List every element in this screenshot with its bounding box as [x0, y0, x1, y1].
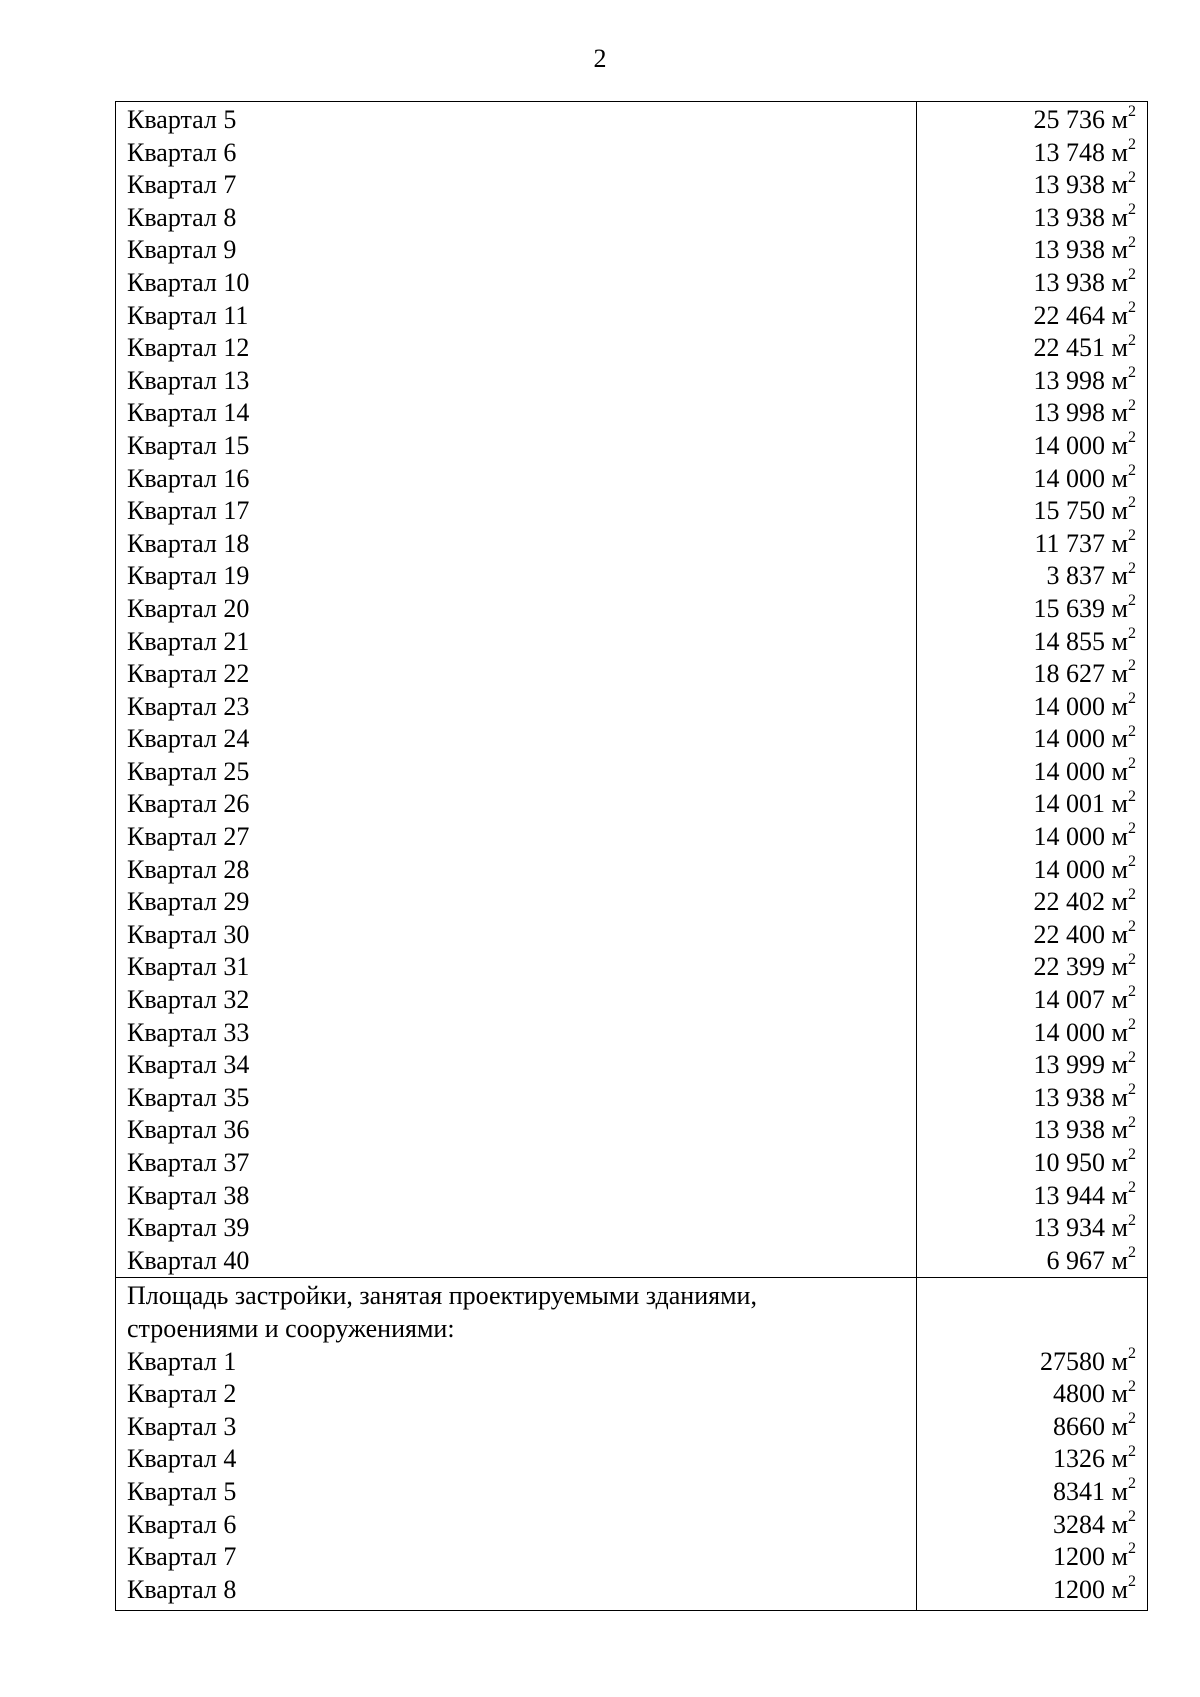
- section2-quarter-name: Квартал 5: [127, 1476, 237, 1506]
- area-unit: $м^2$: [1111, 1081, 1136, 1112]
- section1-area-value: [917, 1212, 1136, 1245]
- area-unit: $м^2$: [1111, 983, 1136, 1015]
- area-number: 13 998: [1033, 398, 1106, 428]
- section1-quarter-name: Квартал 28: [127, 854, 250, 884]
- section1-area-value: [917, 1049, 1136, 1082]
- area-unit: $м^2$: [1111, 657, 1136, 689]
- section1-area-value: [917, 463, 1136, 496]
- section1-area-value: [917, 886, 1136, 919]
- area-number: 22 451: [1033, 333, 1106, 363]
- section1-quarter-name: Квартал 9: [127, 235, 237, 265]
- section1-area-value: [917, 691, 1136, 724]
- area-unit: $м^2$: [1111, 429, 1136, 460]
- area-number: 13 748: [1033, 137, 1106, 167]
- section1-quarter-name: Квартал 23: [127, 691, 250, 721]
- section2-area-value: [917, 1541, 1136, 1574]
- area-unit: $м^2$: [1111, 1540, 1136, 1572]
- area-number: 22 400: [1033, 919, 1106, 949]
- area-unit: $м^2$: [1111, 168, 1136, 200]
- section1-quarter-name: Квартал 21: [127, 626, 250, 656]
- area-unit: $м^2$: [1111, 494, 1136, 526]
- section1-quarter-name: Квартал 34: [127, 1050, 250, 1080]
- section1-area-value: [917, 984, 1136, 1017]
- section1-quarter-name: Квартал 30: [127, 919, 250, 949]
- area-number: 13 938: [1033, 1115, 1106, 1145]
- area-number: 10 950: [1033, 1148, 1106, 1177]
- section1-quarter-name: Квартал 13: [127, 365, 250, 395]
- section2-quarter-name: Квартал 3: [127, 1411, 237, 1441]
- section2-area-value: [917, 1574, 1136, 1607]
- section1-quarter-name: Квартал 7: [127, 170, 237, 200]
- area-number: 14 000: [1033, 463, 1106, 493]
- area-unit: $м^2$: [1111, 364, 1136, 395]
- section1-quarter-name: Квартал 6: [127, 137, 237, 167]
- section2-quarter-name: Квартал 1: [127, 1346, 237, 1376]
- section1-area-value: [917, 104, 1136, 137]
- area-unit: $м^2$: [1111, 266, 1136, 297]
- section1-quarter-name: Квартал 19: [127, 561, 250, 591]
- area-unit: $м^2$: [1111, 1113, 1136, 1145]
- table-row-section1: [116, 102, 1148, 1278]
- section1-area-value: [917, 658, 1136, 691]
- section1-area-value: [917, 169, 1136, 202]
- section2-area-value: [917, 1476, 1136, 1509]
- area-number: 14 000: [1033, 854, 1106, 884]
- section1-area-value: [917, 332, 1136, 365]
- area-unit: $м^2$: [1111, 853, 1136, 884]
- area-unit: $м^2$: [1111, 1048, 1136, 1080]
- section1-area-value: [917, 593, 1136, 626]
- area-unit: $м^2$: [1111, 1410, 1136, 1441]
- area-number: 3 837: [1046, 561, 1106, 591]
- area-unit: $м^2$: [1111, 722, 1136, 754]
- section1-names-list: [127, 104, 916, 1277]
- section1-quarter-name: Квартал 29: [127, 887, 250, 917]
- section1-area-value: [917, 300, 1136, 333]
- section1-area-value: [917, 723, 1136, 756]
- section2-area-value: [917, 1509, 1136, 1542]
- area-number: 13 999: [1033, 1050, 1106, 1080]
- area-unit: $м^2$: [1111, 527, 1136, 558]
- area-number: 13 998: [1033, 365, 1106, 395]
- section1-quarter-name: Квартал 12: [127, 333, 250, 363]
- section2-area-value: [917, 1411, 1136, 1444]
- area-unit: $м^2$: [1111, 885, 1136, 917]
- section1-area-value: [917, 951, 1136, 984]
- section1-area-value: [917, 137, 1136, 170]
- section1-area-value: [917, 495, 1136, 528]
- page-number: 2: [593, 44, 607, 73]
- section1-quarter-name: Квартал 38: [127, 1180, 250, 1210]
- area-number: 1200: [1053, 1542, 1106, 1572]
- section1-quarter-name: Квартал 20: [127, 593, 250, 623]
- area-unit: $м^2$: [1111, 559, 1136, 591]
- section1-quarter-name: Квартал 37: [127, 1148, 250, 1177]
- section1-quarter-name: Квартал 35: [127, 1082, 250, 1112]
- area-number: 1326: [1053, 1444, 1106, 1474]
- section1-values-list: [917, 104, 1136, 1277]
- area-unit: $м^2$: [1111, 690, 1136, 721]
- area-unit: $м^2$: [1111, 820, 1136, 852]
- section2-quarter-name: Квартал 6: [127, 1509, 237, 1539]
- section1-area-value: [917, 1114, 1136, 1147]
- section1-quarter-name: Квартал 31: [127, 952, 250, 982]
- section1-area-value: [917, 267, 1136, 300]
- section2-heading-line-1: Площадь застройки, занятая проектируемыми зданиями,: [127, 1281, 757, 1311]
- area-number: 14 000: [1033, 822, 1106, 852]
- section1-area-value: [917, 365, 1136, 398]
- area-number: 13 938: [1033, 267, 1106, 297]
- section1-area-value: [917, 854, 1136, 887]
- section1-area-value: [917, 821, 1136, 854]
- area-unit: $м^2$: [1111, 1244, 1136, 1275]
- section1-quarter-name: Квартал 15: [127, 430, 250, 460]
- section2-quarter-name: Квартал 7: [127, 1542, 237, 1572]
- section1-quarter-name: Квартал 39: [127, 1213, 250, 1243]
- area-unit: $м^2$: [1111, 1211, 1136, 1243]
- area-unit: $м^2$: [1111, 1442, 1136, 1474]
- area-unit: $м^2$: [1111, 918, 1136, 949]
- section1-area-value: [917, 1017, 1136, 1050]
- section1-quarter-name: Квартал 26: [127, 789, 250, 819]
- section2-names-cell: [116, 1278, 917, 1611]
- section1-area-value: [917, 430, 1136, 463]
- area-number: 22 464: [1033, 300, 1106, 330]
- section1-quarter-name: Квартал 17: [127, 496, 250, 526]
- area-number: 13 944: [1033, 1180, 1106, 1210]
- area-number: 14 000: [1033, 1017, 1106, 1047]
- section1-area-value: [917, 1082, 1136, 1115]
- section1-quarter-name: Квартал 27: [127, 822, 250, 852]
- area-number: 8660: [1053, 1411, 1106, 1441]
- table-row-section2: [116, 1278, 1148, 1611]
- area-unit: $м^2$: [1111, 755, 1136, 786]
- area-unit: $м^2$: [1111, 592, 1136, 623]
- area-number: 4800: [1053, 1379, 1106, 1409]
- area-unit: $м^2$: [1111, 461, 1136, 493]
- area-number: 3284: [1053, 1509, 1106, 1539]
- section1-area-value: [917, 560, 1136, 593]
- area-number: 13 938: [1033, 235, 1106, 265]
- section1-quarter-name: Квартал 33: [127, 1017, 250, 1047]
- area-unit: $м^2$: [1111, 1344, 1136, 1376]
- area-number: 8341: [1053, 1476, 1106, 1506]
- area-number: 13 938: [1033, 1082, 1106, 1112]
- section1-quarter-name: Квартал 36: [127, 1115, 250, 1145]
- area-unit: $м^2$: [1111, 1015, 1136, 1047]
- section1-area-value: [917, 1180, 1136, 1213]
- section1-area-value: [917, 528, 1136, 561]
- area-unit: $м^2$: [1111, 396, 1136, 428]
- section1-area-value: [917, 1245, 1136, 1278]
- area-unit: $м^2$: [1111, 1146, 1136, 1177]
- area-unit: $м^2$: [1111, 787, 1136, 819]
- area-unit: $м^2$: [1111, 624, 1136, 656]
- area-unit: $м^2$: [1111, 298, 1136, 330]
- area-unit: $м^2$: [1111, 1178, 1136, 1210]
- section1-area-value: [917, 788, 1136, 821]
- section2-area-value: [917, 1346, 1136, 1379]
- section1-quarter-name: Квартал 22: [127, 659, 250, 689]
- area-number: 14 000: [1033, 724, 1106, 754]
- area-number: 14 007: [1033, 985, 1106, 1015]
- area-unit: $м^2$: [1111, 331, 1136, 363]
- section1-quarter-name: Квартал 16: [127, 463, 250, 493]
- section1-area-value: [917, 1147, 1136, 1180]
- section1-values-cell: [917, 102, 1148, 1278]
- area-number: 14 001: [1033, 789, 1106, 819]
- area-unit: $м^2$: [1111, 1377, 1136, 1409]
- area-number: 27580: [1040, 1346, 1106, 1376]
- section1-area-value: [917, 756, 1136, 789]
- area-number: 13 938: [1033, 170, 1106, 200]
- area-number: 13 934: [1033, 1213, 1106, 1243]
- section1-area-value: [917, 626, 1136, 659]
- section1-quarter-name: Квартал 18: [127, 528, 250, 558]
- area-number: 6 967: [1046, 1245, 1106, 1275]
- area-number: 15 750: [1033, 496, 1106, 526]
- section2-heading-line-2: строениями и сооружениями:: [127, 1313, 455, 1343]
- area-number: 18 627: [1033, 659, 1106, 689]
- area-number: 22 399: [1033, 952, 1106, 982]
- section2-quarter-name: Квартал 8: [127, 1574, 237, 1604]
- section2-values-list: [917, 1346, 1136, 1607]
- section1-quarter-name: Квартал 8: [127, 202, 237, 232]
- section1-names-cell: [116, 102, 917, 1278]
- section1-quarter-name: Квартал 24: [127, 724, 250, 754]
- area-unit: $м^2$: [1111, 135, 1136, 167]
- area-number: 15 639: [1033, 593, 1106, 623]
- section1-area-value: [917, 234, 1136, 267]
- area-unit: $м^2$: [1111, 201, 1136, 232]
- section1-area-value: [917, 397, 1136, 430]
- section1-quarter-name: Квартал 5: [127, 105, 237, 134]
- section2-values-cell: [917, 1278, 1148, 1611]
- section1-quarter-name: Квартал 25: [127, 756, 250, 786]
- area-unit: $м^2$: [1111, 1573, 1136, 1604]
- section2-quarter-name: Квартал 2: [127, 1379, 237, 1409]
- section1-area-value: [917, 919, 1136, 952]
- area-number: 1200: [1053, 1574, 1106, 1604]
- section1-quarter-name: Квартал 10: [127, 267, 250, 297]
- area-unit: $м^2$: [1111, 103, 1136, 134]
- section1-area-value: [917, 202, 1136, 235]
- section2-area-value: [917, 1378, 1136, 1411]
- area-unit: $м^2$: [1111, 950, 1136, 982]
- area-number: 14 000: [1033, 691, 1106, 721]
- area-unit: $м^2$: [1111, 1507, 1136, 1539]
- section2-names-list: [127, 1346, 916, 1607]
- area-number: 25 736: [1033, 105, 1106, 134]
- area-unit: $м^2$: [1111, 233, 1136, 265]
- quarters-area-table: [115, 101, 1148, 1611]
- section1-quarter-name: Квартал 32: [127, 985, 250, 1015]
- section2-quarter-name: Квартал 4: [127, 1444, 237, 1474]
- area-number: 14 000: [1033, 430, 1106, 460]
- area-number: 14 855: [1033, 626, 1106, 656]
- area-number: 22 402: [1033, 887, 1106, 917]
- section1-quarter-name: Квартал 14: [127, 398, 250, 428]
- area-unit: $м^2$: [1111, 1475, 1136, 1506]
- section1-quarter-name: Квартал 40: [127, 1245, 250, 1275]
- section1-quarter-name: Квартал 11: [127, 300, 249, 330]
- section2-area-value: [917, 1443, 1136, 1476]
- area-number: 11 737: [1034, 528, 1106, 558]
- area-number: 14 000: [1033, 756, 1106, 786]
- area-number: 13 938: [1033, 202, 1106, 232]
